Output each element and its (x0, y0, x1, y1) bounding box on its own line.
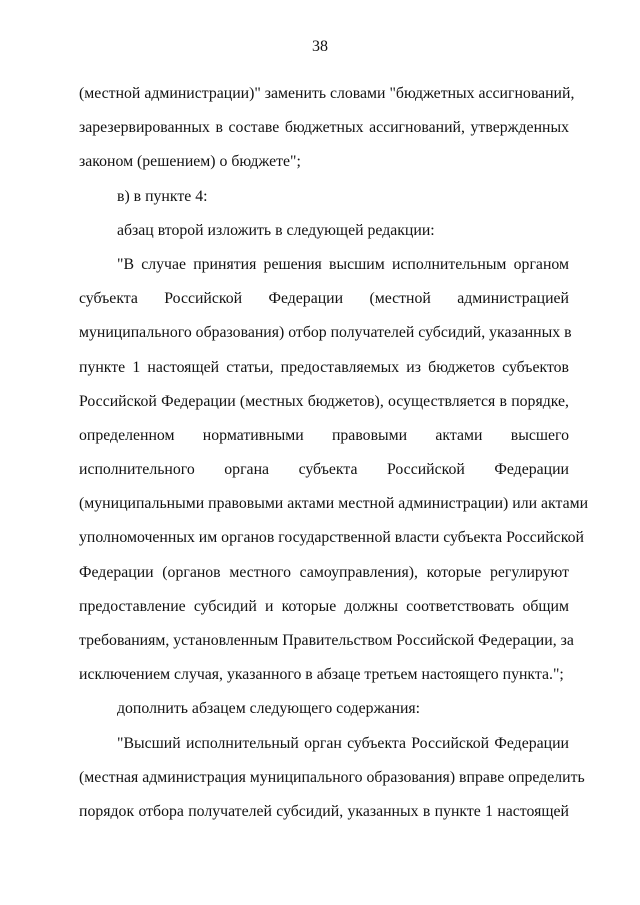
text-line: исполнительного органа субъекта Российской Федерации (79, 461, 569, 479)
page-number: 38 (312, 38, 328, 55)
text-line: предоставление субсидий и которые должны соответствовать общим (79, 597, 569, 615)
text-line: "В случае принятия решения высшим исполнительным органом (117, 255, 569, 273)
text-line: порядок отбора получателей субсидий, указанных в пункте 1 настоящей (79, 802, 569, 820)
text-line: абзац второй изложить в следующей редакции: (117, 221, 435, 239)
text-line: Федерации (органов местного самоуправления), которые регулируют (79, 563, 569, 581)
text-line: требованиям, установленным Правительством Российской Федерации, за (79, 632, 574, 649)
text-line: субъекта Российской Федерации (местной администрацией (79, 290, 569, 308)
text-line: в) в пункте 4: (117, 187, 208, 205)
text-line: (местной администрации)" заменить словами "бюджетных ассигнований, (79, 85, 575, 102)
text-line: муниципального образования) отбор получателей субсидий, указанных в (79, 324, 572, 342)
text-line: дополнить абзацем следующего содержания: (117, 700, 421, 718)
text-line: (муниципальными правовыми актами местной администрации) или актами (79, 495, 589, 513)
text-line: (местная администрация муниципального образования) вправе определить (79, 768, 585, 786)
text-line: определенном нормативными правовыми актами высшего (79, 426, 569, 444)
text-line: уполномоченных им органов государственной власти субъекта Российской (79, 529, 584, 547)
text-line: зарезервированных в составе бюджетных ассигнований, утвержденных (79, 119, 569, 137)
text-line: исключением случая, указанного в абзаце третьем настоящего пункта."; (79, 666, 564, 684)
document-body (79, 77, 589, 829)
text-line: Российской Федерации (местных бюджетов), осуществляется в порядке, (79, 392, 569, 410)
text-line: "Высший исполнительный орган субъекта Российской Федерации (117, 734, 569, 752)
text-line: пункте 1 настоящей статьи, предоставляемых из бюджетов субъектов (79, 358, 569, 376)
text-line: законом (решением) о бюджете"; (79, 153, 301, 171)
